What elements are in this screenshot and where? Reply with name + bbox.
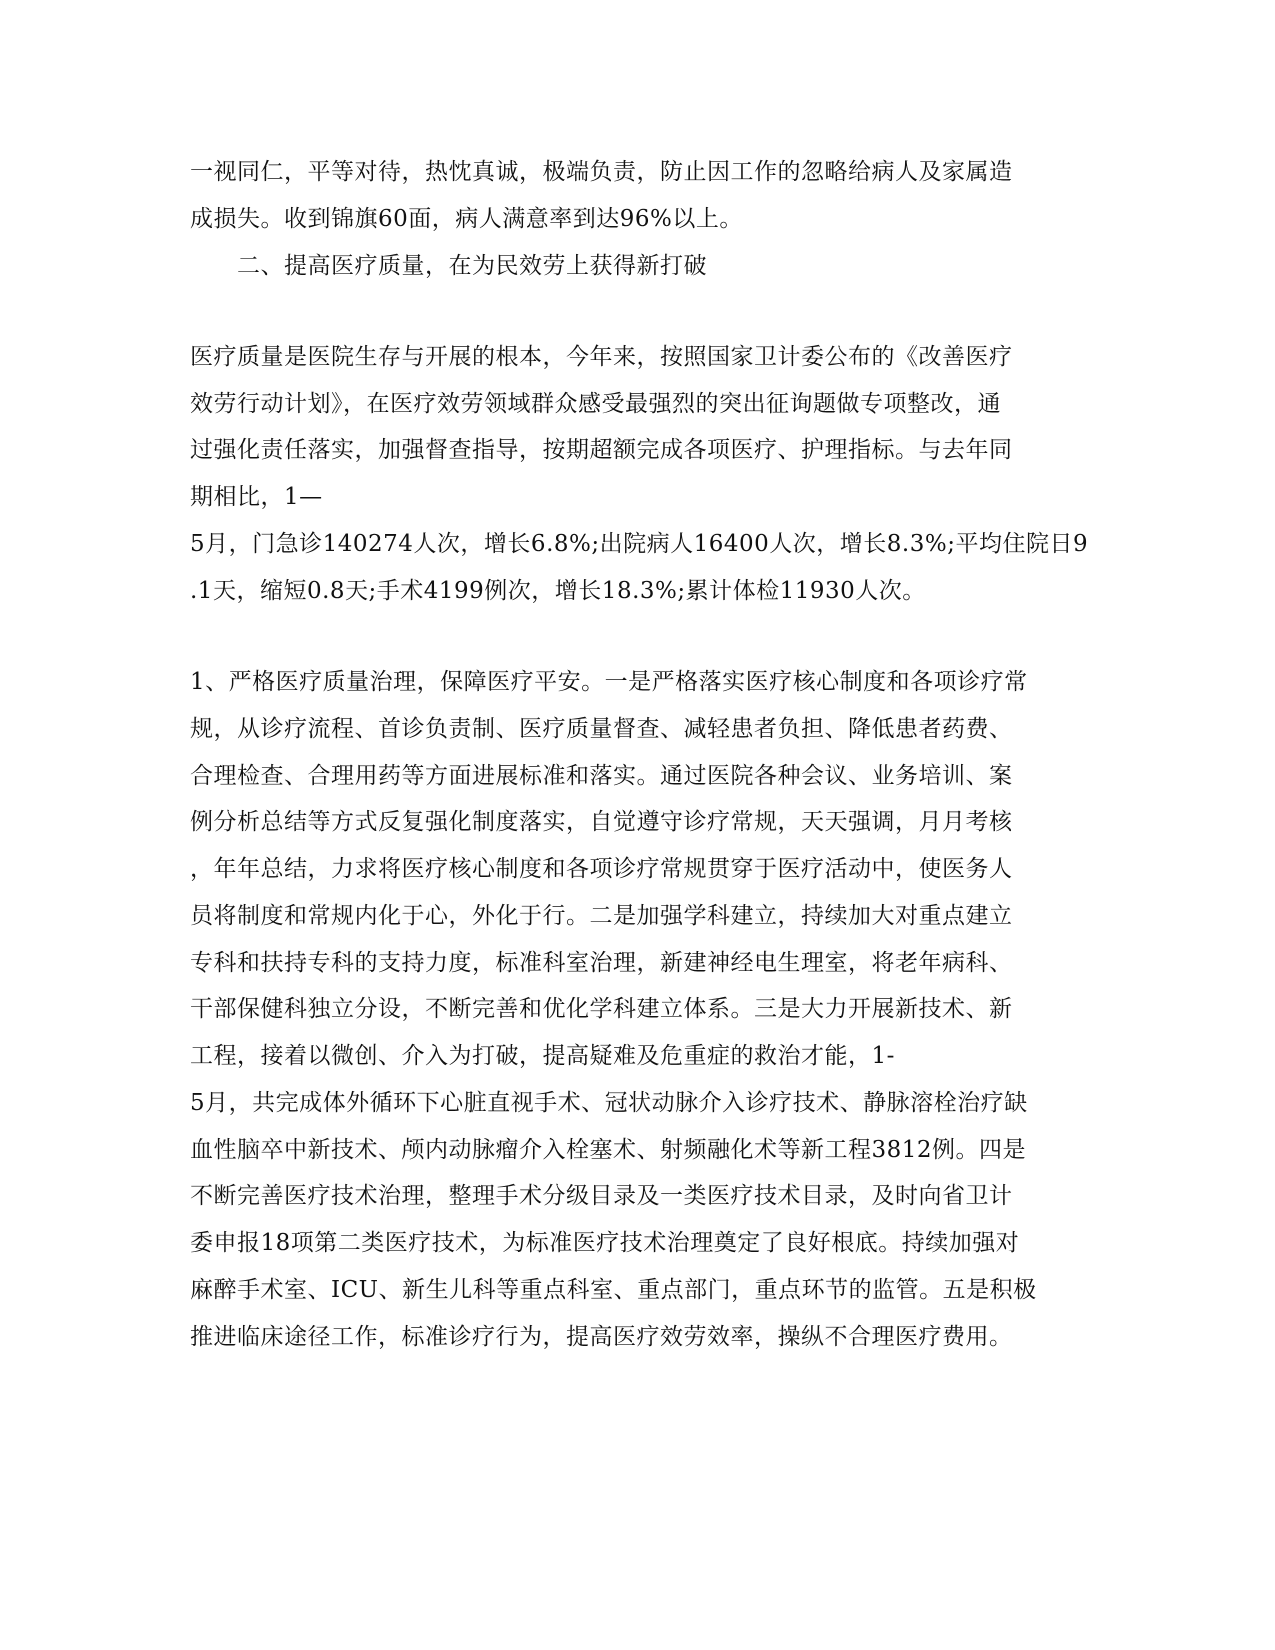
text-line: 合理检查、合理用药等方面进展标准和落实。通过医院各种会议、业务培训、案 [190,763,1013,789]
text-line: 期相比，1— [190,484,323,510]
text-line: 效劳行动计划》，在医疗效劳领域群众感受最强烈的突出征询题做专项整改，通 [190,391,1001,417]
text-line: .1天，缩短0.8天;手术4199例次，增长18.3%;累计体检11930人次。 [190,578,926,604]
text-line: 成损失。收到锦旗60面，病人满意率到达96%以上。 [190,206,743,232]
text-line: 麻醉手术室、ICU、新生儿科等重点科室、重点部门，重点环节的监管。五是积极 [190,1277,1037,1303]
text-line: 过强化责任落实，加强督查指导，按期超额完成各项医疗、护理指标。与去年同 [190,437,1013,463]
section-heading: 二、提高医疗质量，在为民效劳上获得新打破 [190,253,707,279]
text-line: 干部保健科独立分设，不断完善和优化学科建立体系。三是大力开展新技术、新 [190,996,1013,1022]
text-line: 5月，共完成体外循环下心脏直视手术、冠状动脉介入诊疗技术、静脉溶栓治疗缺 [190,1090,1028,1116]
text-line: 血性脑卒中新技术、颅内动脉瘤介入栓塞术、射频融化术等新工程3812例。四是 [190,1137,1027,1163]
text-line: 一视同仁，平等对待，热忱真诚，极端负责，防止因工作的忽略给病人及家属造 [190,159,1013,185]
text-line: 规，从诊疗流程、首诊负责制、医疗质量督查、减轻患者负担、降低患者药费、 [190,716,1013,742]
text-line: 委申报18项第二类医疗技术，为标准医疗技术治理奠定了良好根底。持续加强对 [190,1230,1020,1256]
text-line: 5月，门急诊140274人次，增长6.8%;出院病人16400人次，增长8.3%;平均住院日9 [190,531,1089,557]
text-line: 医疗质量是医院生存与开展的根本，今年来，按照国家卫计委公布的《改善医疗 [190,344,1013,370]
text-line: 工程，接着以微创、介入为打破，提高疑难及危重症的救治才能，1- [190,1043,895,1069]
text-line: 1、严格医疗质量治理，保障医疗平安。一是严格落实医疗核心制度和各项诊疗常 [190,669,1028,695]
text-line: 推进临床途径工作，标准诊疗行为，提高医疗效劳效率，操纵不合理医疗费用。 [190,1324,1013,1350]
text-line: ，年年总结，力求将医疗核心制度和各项诊疗常规贯穿于医疗活动中，使医务人 [190,856,1013,882]
text-line: 例分析总结等方式反复强化制度落实，自觉遵守诊疗常规，天天强调，月月考核 [190,809,1013,835]
text-line: 专科和扶持专科的支持力度，标准科室治理，新建神经电生理室，将老年病科、 [190,950,1013,976]
text-line: 不断完善医疗技术治理，整理手术分级目录及一类医疗技术目录，及时向省卫计 [190,1183,1013,1209]
text-line: 员将制度和常规内化于心，外化于行。二是加强学科建立，持续加大对重点建立 [190,903,1013,929]
